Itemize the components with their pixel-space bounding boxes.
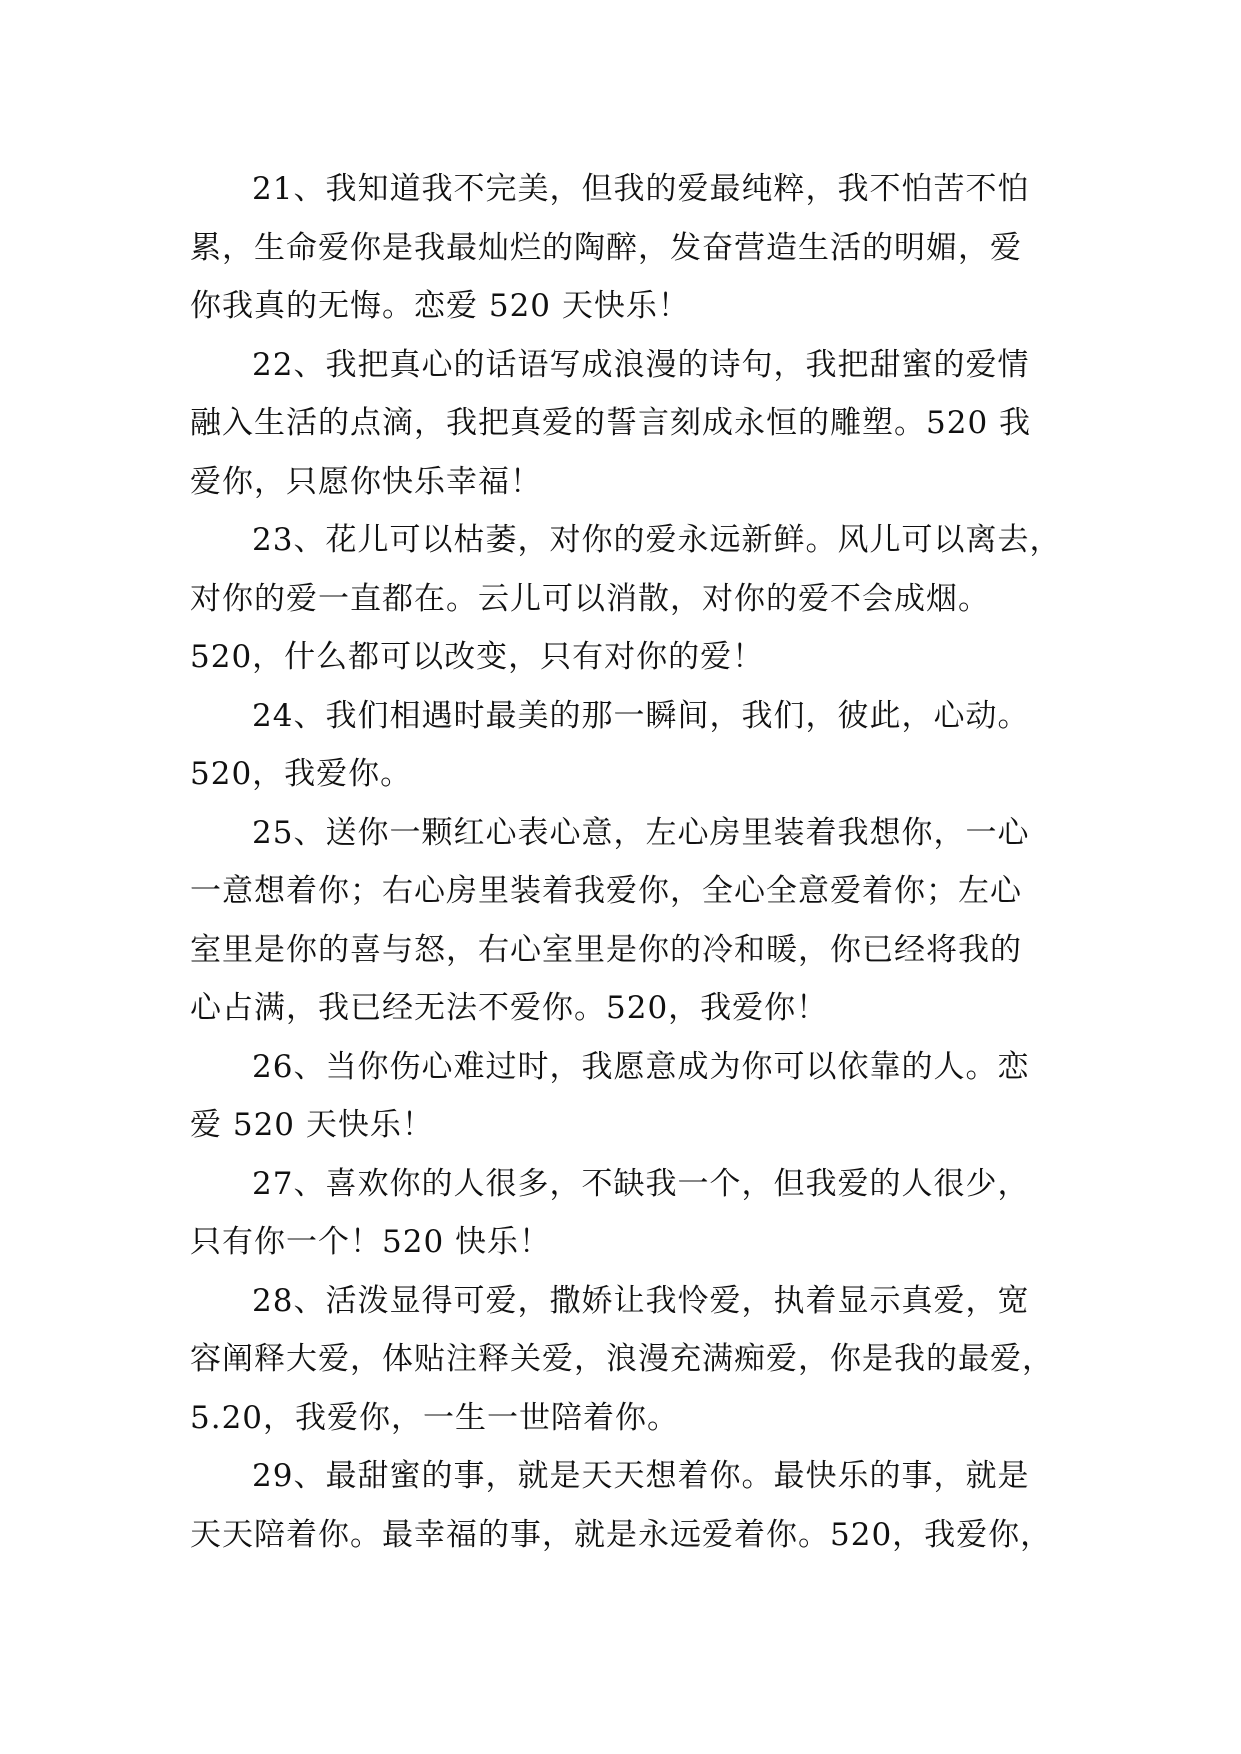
text-line: 你我真的无悔。恋爱 520 天快乐！	[190, 288, 690, 324]
text-line: 22、我把真心的话语写成浪漫的诗句，我把甜蜜的爱情	[252, 346, 1030, 383]
text-line: 21、我知道我不完美，但我的爱最纯粹，我不怕苦不怕	[252, 171, 1030, 207]
paragraph-25	[190, 804, 1050, 1038]
text-line: 24、我们相遇时最美的那一瞬间，我们，彼此，心动。	[252, 697, 1030, 734]
text-line: 爱 520 天快乐！	[190, 1107, 434, 1143]
text-line: 一意想着你；右心房里装着我爱你，全心全意爱着你；左心	[190, 873, 1022, 909]
text-line: 26、当你伤心难过时，我愿意成为你可以依靠的人。恋	[252, 1048, 1030, 1085]
text-line: 室里是你的喜与怒，右心室里是你的冷和暖，你已经将我的	[190, 931, 1022, 968]
text-line: 28、活泼显得可爱，撒娇让我怜爱，执着显示真爱，宽	[252, 1282, 1030, 1319]
paragraph-23	[190, 511, 1062, 687]
text-line: 只有你一个！520 快乐！	[190, 1224, 552, 1260]
paragraph-27	[190, 1155, 1050, 1272]
text-line: 容阐释大爱，体贴注释关爱，浪漫充满痴爱，你是我的最爱，	[190, 1341, 1054, 1377]
text-line: 5.20，我爱你，一生一世陪着你。	[190, 1399, 680, 1436]
text-line: 23、花儿可以枯萎，对你的爱永远新鲜。风儿可以离去，	[252, 522, 1062, 558]
paragraph-21	[190, 160, 1050, 336]
text-line: 25、送你一颗红心表心意，左心房里装着我想你，一心	[252, 814, 1030, 851]
text-line: 520，什么都可以改变，只有对你的爱！	[190, 639, 765, 675]
text-line: 27、喜欢你的人很多，不缺我一个，但我爱的人很少，	[252, 1165, 1030, 1202]
paragraph-29	[190, 1447, 1053, 1564]
text-line: 累，生命爱你是我最灿烂的陶醉，发奋营造生活的明媚，爱	[190, 229, 1022, 266]
paragraph-26	[190, 1038, 1050, 1155]
text-line: 520，我爱你。	[190, 756, 413, 792]
text-line: 融入生活的点滴，我把真爱的誓言刻成永恒的雕塑。520 我	[190, 405, 1032, 441]
text-line: 天天陪着你。最幸福的事，就是永远爱着你。520，我爱你，	[190, 1516, 1053, 1553]
text-line: 对你的爱一直都在。云儿可以消散，对你的爱不会成烟。	[190, 580, 990, 617]
paragraph-24	[190, 687, 1050, 804]
document-body	[190, 160, 1062, 1564]
text-line: 爱你，只愿你快乐幸福！	[190, 463, 542, 500]
paragraph-22	[190, 336, 1050, 512]
text-line: 29、最甜蜜的事，就是天天想着你。最快乐的事，就是	[252, 1458, 1030, 1494]
paragraph-28	[190, 1272, 1054, 1448]
text-line: 心占满，我已经无法不爱你。520，我爱你！	[190, 990, 829, 1026]
